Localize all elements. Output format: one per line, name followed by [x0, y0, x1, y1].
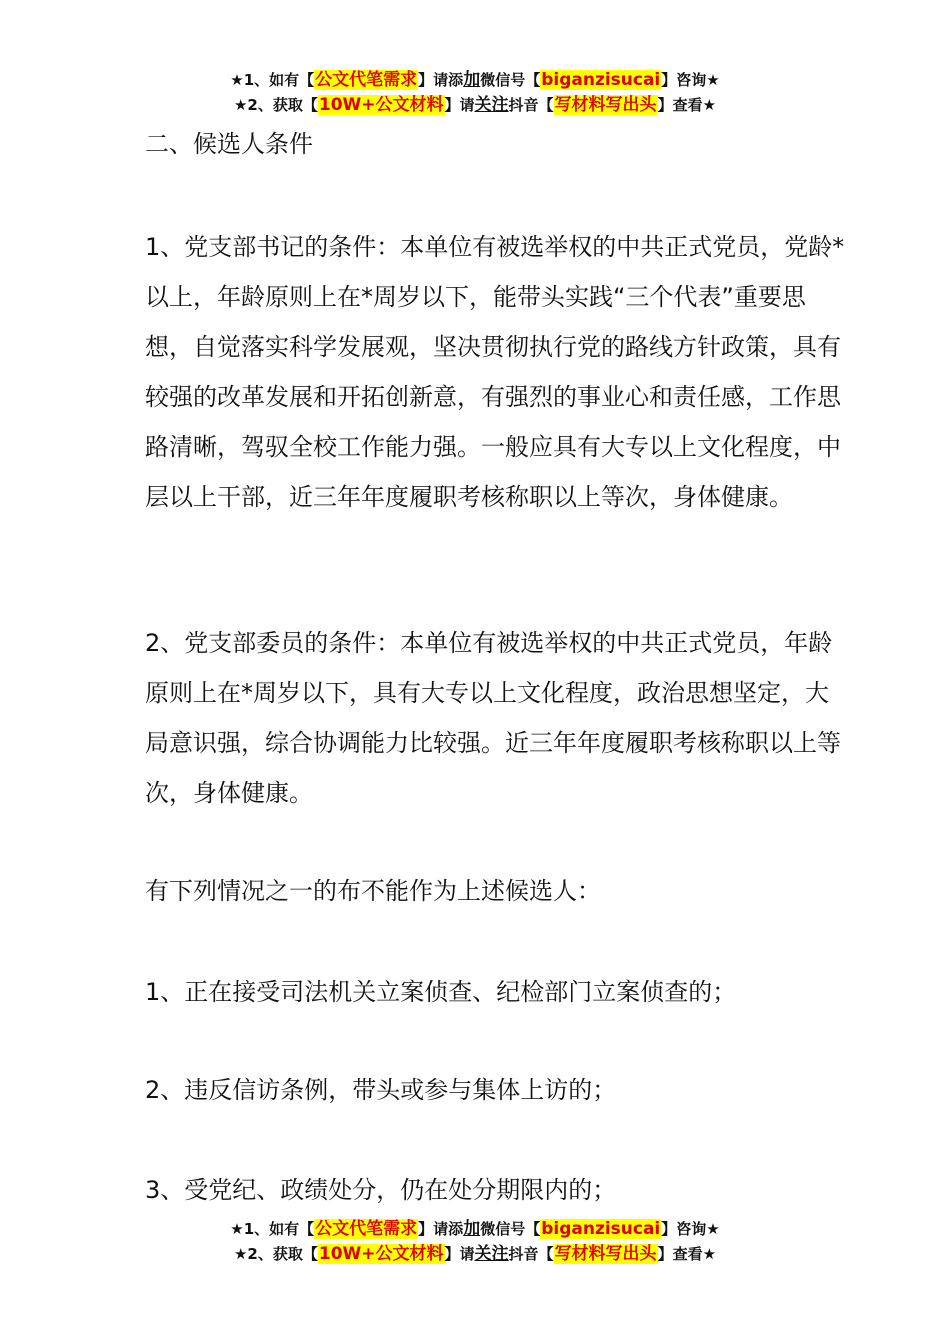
banner-underlined: 关注	[474, 1244, 509, 1264]
banner-text: 】查看★	[657, 96, 717, 114]
highlight-materials: 10W+公文材料	[318, 95, 444, 115]
highlight-douyin: 写材料写出头	[554, 95, 657, 115]
banner-underlined: 加	[463, 1219, 481, 1239]
banner-text: ★1、如有【	[230, 71, 315, 89]
list-item-text: 1、正在接受司法机关立案侦查、纪检部门立案侦查的；	[145, 978, 737, 1006]
banner-underlined: 关注	[474, 95, 509, 115]
banner-text: ★2、获取【	[233, 96, 318, 114]
banner-line-2	[0, 1242, 950, 1267]
banner-text: 】咨询★	[661, 1220, 720, 1238]
list-item-text: 2、违反信访条例，带头或参与集体上访的；	[145, 1076, 617, 1104]
list-item	[145, 1065, 845, 1115]
banner-line-2	[0, 93, 950, 118]
highlight-douyin: 写材料写出头	[554, 1244, 657, 1264]
paragraph-text: 1、党支部书记的条件：本单位有被选举权的中共正式党员，党龄*以上，年龄原则上在*周岁以下，能带头实践“三个代表”重要思想，自觉落实科学发展观，坚决贯彻执行党的路线方针政策，具有较强的改革发展和开拓创新意，有强烈的事业心和责任感，工作思路清晰，驾驭全校工作能力强。一般应具有大专以上文化程度，中层以上干部，近三年年度履职考核称职以上等次，身体健康。	[145, 233, 845, 511]
paragraph-text: 2、党支部委员的条件：本单位有被选举权的中共正式党员，年龄原则上在*周岁以下，具有大专以上文化程度，政治思想坚定，大局意识强，综合协调能力比较强。近三年年度履职考核称职以上等次，身体健康。	[145, 629, 841, 807]
banner-line-1	[0, 68, 950, 93]
banner-text: 】咨询★	[661, 71, 720, 89]
banner-text: ★1、如有【	[230, 1220, 315, 1238]
section-heading: 二、候选人条件	[145, 130, 313, 158]
highlight-materials: 10W+公文材料	[318, 1244, 444, 1264]
paragraph-secretary-conditions	[145, 222, 845, 522]
list-item	[145, 1165, 845, 1215]
banner-text: 抖音【	[508, 96, 554, 114]
highlight-service: 公文代笔需求	[315, 70, 418, 90]
bottom-banner	[0, 1217, 950, 1267]
list-item-text: 3、受党纪、政绩处分，仍在处分期限内的；	[145, 1176, 617, 1204]
banner-text: 抖音【	[508, 1245, 554, 1263]
banner-text: 】查看★	[657, 1245, 717, 1263]
paragraph-committee-conditions	[145, 618, 845, 818]
banner-text: 】请	[444, 96, 475, 114]
banner-text: 微信号【	[480, 1220, 541, 1238]
banner-text: ★2、获取【	[233, 1245, 318, 1263]
banner-text: 】请添	[418, 1220, 464, 1238]
paragraph-exclusions-intro	[145, 866, 845, 916]
highlight-service: 公文代笔需求	[315, 1219, 418, 1239]
banner-line-1	[0, 1217, 950, 1242]
banner-text: 微信号【	[480, 71, 541, 89]
banner-underlined: 加	[463, 70, 481, 90]
paragraph-text: 有下列情况之一的布不能作为上述候选人：	[145, 877, 601, 905]
banner-text: 】请添	[418, 71, 464, 89]
highlight-wechat-id: biganzisucai	[541, 1219, 661, 1239]
top-banner	[0, 68, 950, 118]
list-item	[145, 967, 845, 1017]
banner-text: 】请	[444, 1245, 475, 1263]
highlight-wechat-id: biganzisucai	[541, 70, 661, 90]
